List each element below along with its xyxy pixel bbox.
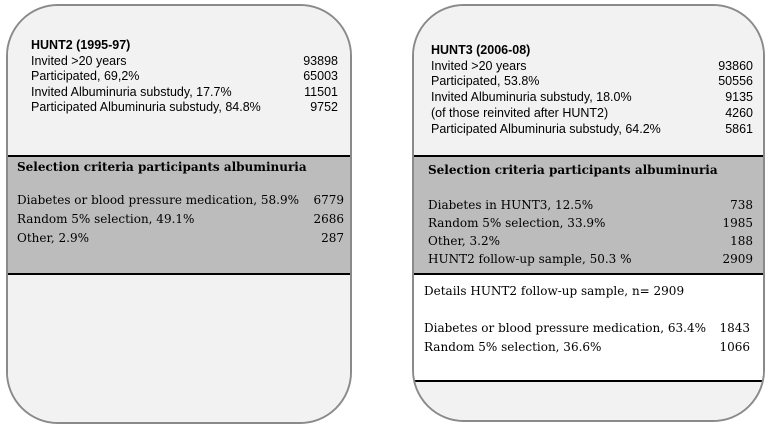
- hunt3-criteria-section: Selection criteria participants albuminuria Diabetes in HUNT3, 12.5% 738 Random 5% selection, 33.9% 1985 Other, 3.2% 188 HUNT2 follow-up sample, 50.3 % 2909: [414, 157, 763, 273]
- hunt3-summary-section: HUNT3 (2006-08) Invited >20 years 93860 Participated, 53.8% 50556 Invited Albuminuria substudy, 18.0% 9135 (of those reinvited after HUNT2) 4260 Participated Albuminuria substudy, 64.2% 5861: [414, 6, 763, 155]
- hunt2-criteria-section: Selection criteria participants albuminuria Diabetes or blood pressure medication, 58.9% 6779 Random 5% selection, 49.1% 2686 Other, 2.9% 287: [8, 157, 350, 273]
- hunt2-summary-section: HUNT2 (1995-97) Invited >20 years 93898 Participated, 69,2% 65003 Invited Albuminuria substudy, 17.7% 11501 Participated Albuminuria substudy, 84.8% 9752: [8, 6, 350, 156]
- hunt3-title: HUNT3 (2006-08): [431, 43, 531, 57]
- hunt2-bottom-section: [8, 275, 350, 422]
- hunt2-criteria-title: Selection criteria participants albuminuria: [17, 160, 307, 174]
- hunt3-box: [412, 4, 765, 422]
- hunt2-box: [6, 4, 352, 424]
- hunt3-criteria-title: Selection criteria participants albuminuria: [428, 163, 718, 177]
- hunt2-title: HUNT2 (1995-97): [31, 38, 131, 52]
- hunt3-followup-section: Details HUNT2 follow-up sample, n= 2909 Diabetes or blood pressure medication, 63.4% 1843 Random 5% selection, 36.6% 1066: [414, 275, 763, 380]
- hunt3-bottom-section: [414, 382, 763, 420]
